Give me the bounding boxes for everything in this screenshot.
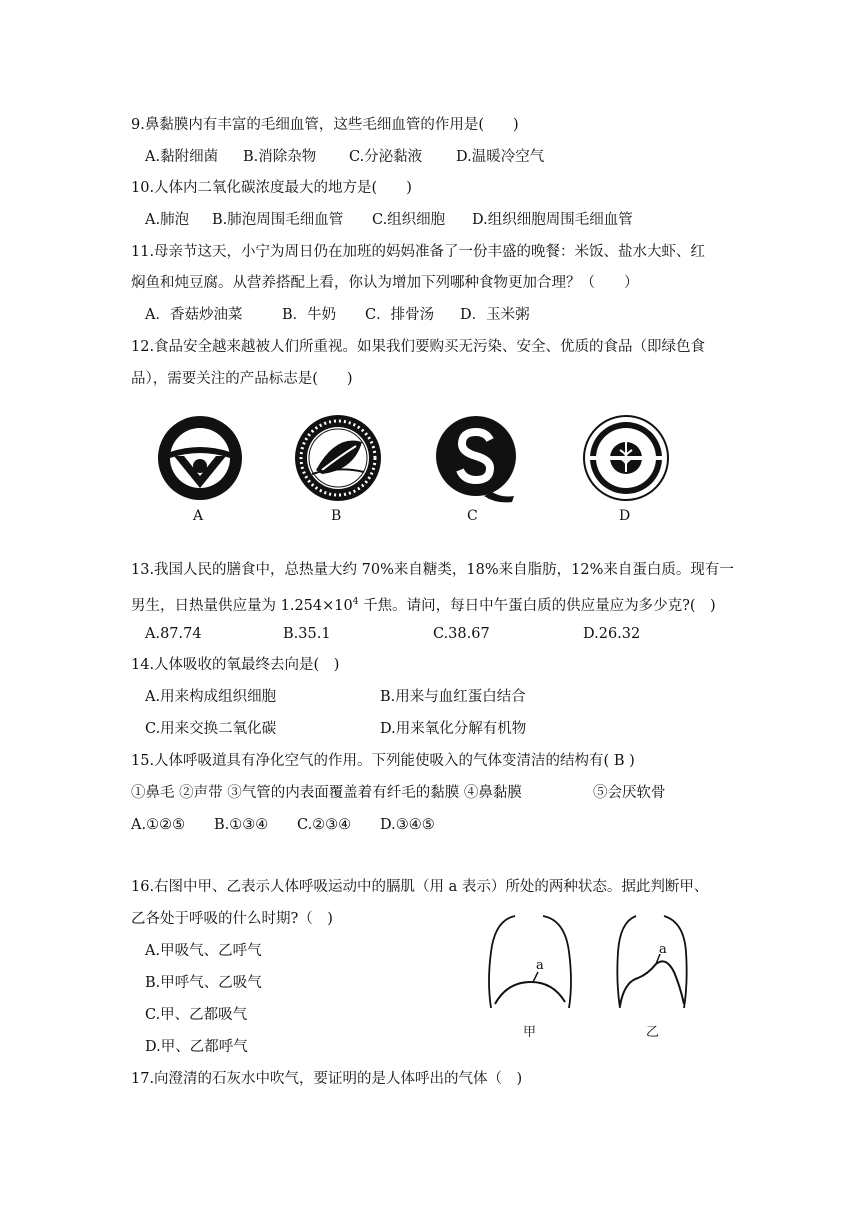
option-c: C.用来交换二氧化碳 [145,721,277,737]
option-c: C.组织细胞 [372,212,446,228]
question-14-stem: 14.人体吸收的氧最终去向是( ) [131,657,340,673]
question-17-stem: 17.向澄清的石灰水中吹气，要证明的是人体呼出的气体（ ) [131,1071,523,1087]
logo-c-qs-mark-icon [430,412,522,504]
diaphragm-diagram-yi [612,912,692,1017]
question-10-stem: 10.人体内二氧化碳浓度最大的地方是( ) [131,180,412,196]
diagram-jia-label: 甲 [523,1025,537,1040]
logo-a-green-food-icon [154,412,246,504]
diagram-yi-point-label: a [659,942,667,957]
logo-b-eco-label-icon [292,412,384,504]
option-c: C.分泌黏液 [349,149,423,165]
question-12-stem-line2: 品），需要关注的产品标志是( ) [131,371,353,387]
option-c: C．排骨汤 [365,307,435,323]
option-c: C.②③④ [297,817,352,833]
option-d: D．玉米粥 [460,307,530,323]
logo-a-label: A [193,508,204,524]
question-16-option-d: D.甲、乙都呼气 [145,1039,248,1055]
option-a: A．香菇炒油菜 [145,307,243,323]
question-15-options [0,815,860,835]
question-13-stem-line2: 男生，日热量供应量为 $1.254\times 10^4$ 千焦。请问，每日中午蛋白质的供应量应为多少克?( ) [131,597,716,614]
question-16-option-b: B.甲呼气、乙吸气 [145,975,262,991]
question-16-stem-line2: 乙各处于呼吸的什么时期?（ ) [131,911,333,927]
question-16-option-c: C.甲、乙都吸气 [145,1007,248,1023]
question-11-options [0,305,860,325]
question-9-stem: 9.鼻黏膜内有丰富的毛细血管，这些毛细血管的作用是( ) [131,117,519,133]
question-11-stem-line1: 11.母亲节这天，小宁为周日仍在加班的妈妈准备了一份丰盛的晚餐：米饭、盐水大虾、红 [131,244,706,260]
option-a: A.肺泡 [145,212,190,228]
option-b: B.①③④ [214,817,269,833]
question-15-item5: ⑤会厌软骨 [593,785,666,801]
option-b: B.用来与血红蛋白结合 [380,689,526,705]
option-b: B.肺泡周围毛细血管 [212,212,344,228]
option-d: D.26.32 [583,626,641,642]
question-16-stem-line1: 16.右图中甲、乙表示人体呼吸运动中的膈肌（用 a 表示）所处的两种状态。据此判断甲、 [131,879,709,895]
logo-d-label: D [619,508,631,524]
question-12-stem-line1: 12.食品安全越来越被人们所重视。如果我们要购买无污染、安全、优质的食品（即绿色食 [131,339,706,355]
option-c: C.38.67 [433,626,490,642]
question-13-stem-line1: 13.我国人民的膳食中，总热量大约 70%来自糖类，18%来自脂肪，12%来自蛋白质。现有一 [131,562,734,578]
question-14-options-row2 [0,719,860,739]
option-a: A.用来构成组织细胞 [145,689,277,705]
option-d: D.组织细胞周围毛细血管 [472,212,633,228]
option-a: A.87.74 [145,626,202,642]
option-d: D.温暖冷空气 [456,149,545,165]
diaphragm-diagram-jia [485,912,575,1017]
question-15-items: ①鼻毛 ②声带 ③气管的内表面覆盖着有纤毛的黏膜 ④鼻黏膜 [131,785,522,801]
question-10-options [0,210,860,230]
option-b: B.消除杂物 [243,149,317,165]
question-14-options-row1 [0,687,860,707]
option-a: A.黏附细菌 [145,149,219,165]
question-13-options [0,624,860,644]
question-9-options [0,147,860,167]
diagram-jia-point-label: a [536,958,544,973]
question-16-option-a: A.甲吸气、乙呼气 [145,943,262,959]
logo-c-label: C [467,508,478,524]
option-d: D.用来氧化分解有机物 [380,721,527,737]
question-15-stem: 15.人体呼吸道具有净化空气的作用。下列能使吸入的气体变清洁的结构有( B ) [131,753,635,769]
question-11-stem-line2: 焖鱼和炖豆腐。从营养搭配上看，你认为增加下列哪种食物更加合理？（ ） [131,275,639,291]
logo-d-organic-seal-icon [580,412,672,504]
diagram-yi-label: 乙 [646,1025,660,1040]
option-a: A.①②⑤ [131,817,186,833]
option-b: B．牛奶 [282,307,337,323]
option-d: D.③④⑤ [380,817,435,833]
option-b: B.35.1 [283,626,331,642]
logo-b-label: B [331,508,342,524]
